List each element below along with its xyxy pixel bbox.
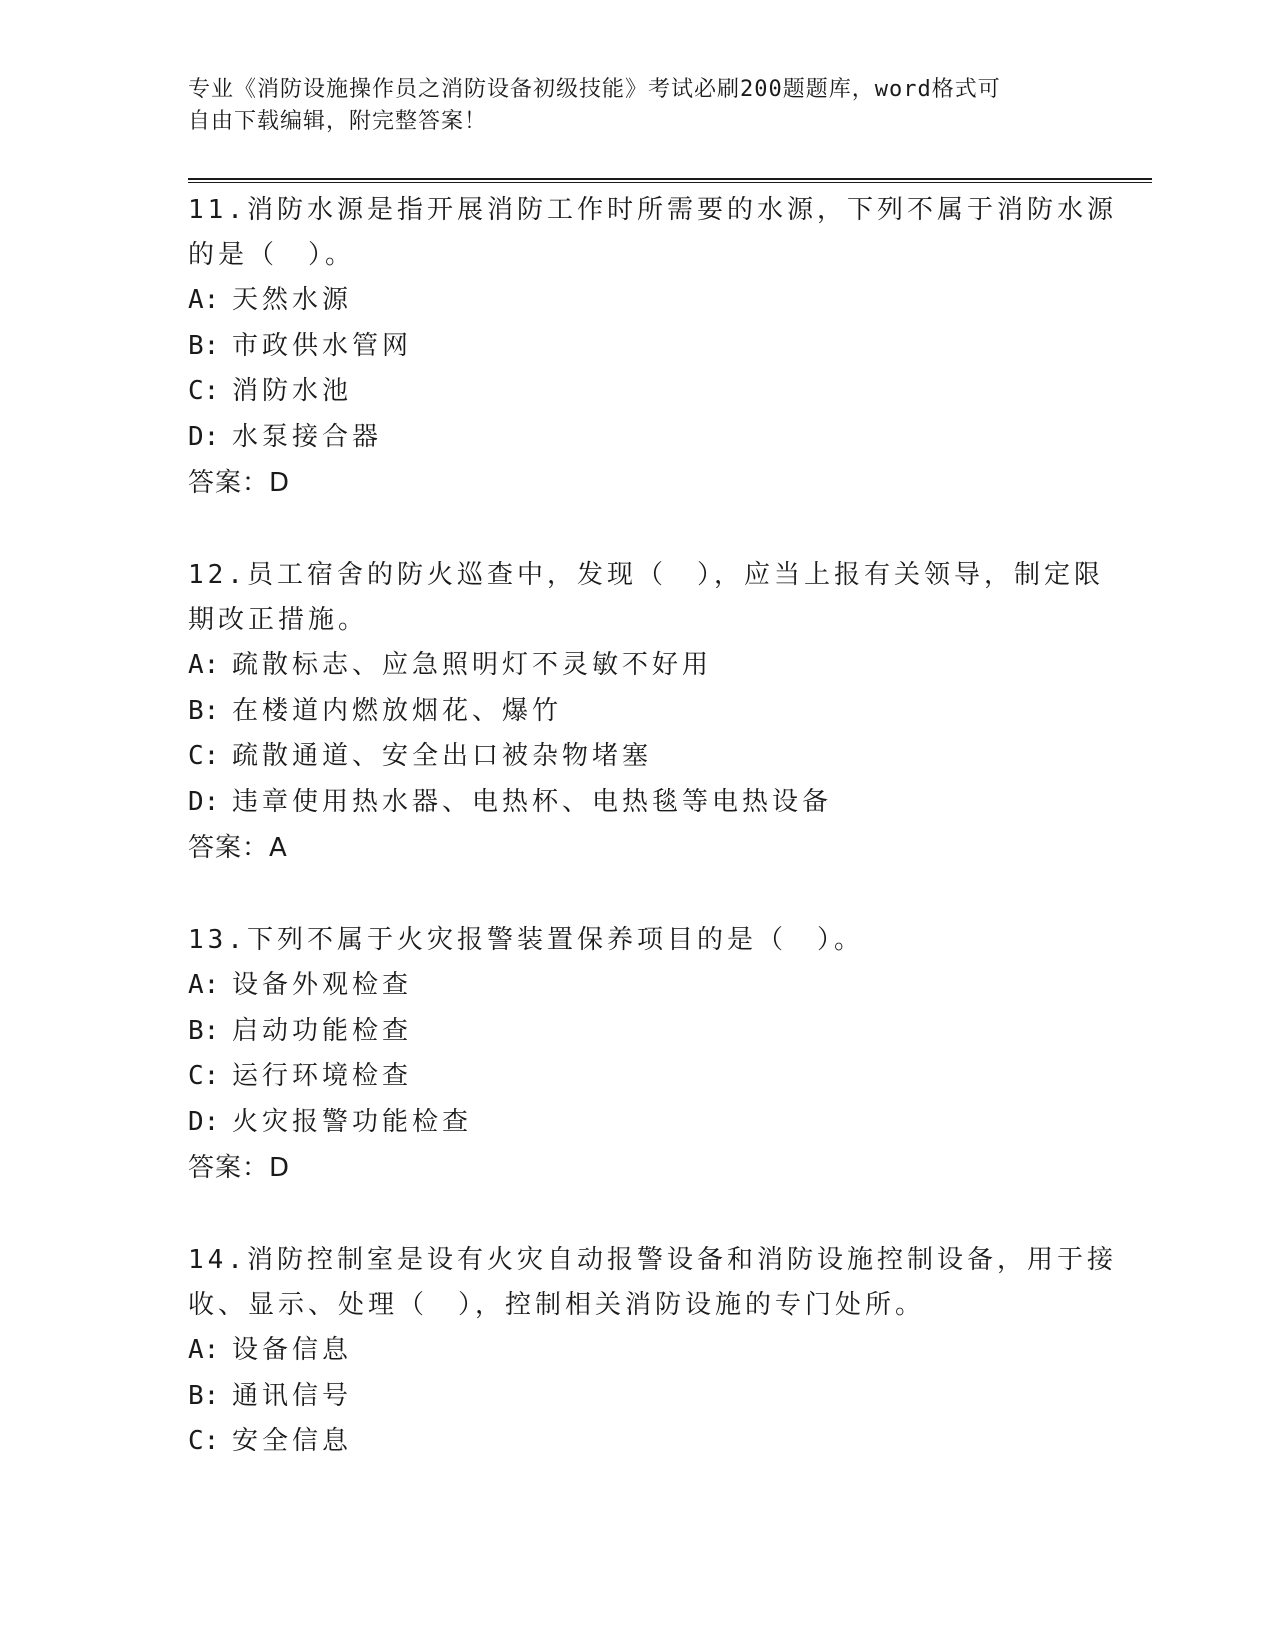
option-d [188,1100,1088,1146]
option-text: 消防水池 [232,376,353,406]
option-letter: B: [188,695,220,726]
spacer [188,871,1088,918]
option-letter: D: [188,786,220,817]
answer-line: 答案：D [188,1153,291,1183]
header-line-1: 专业《消防设施操作员之消防设备初级技能》考试必刷200题题库，word格式可 [188,77,1001,102]
question-text-line: 12.员工宿舍的防火巡查中，发现（ ），应当上报有关领导，制定限 [188,560,1104,590]
option-text: 天然水源 [232,285,353,315]
option-b [188,689,1088,735]
option-b [188,1009,1088,1055]
option-letter: C: [188,741,220,771]
question-text-line: 收、显示、处理（ ），控制相关消防设施的专门处所。 [188,1290,926,1320]
option-a [188,1328,1088,1374]
option-text: 疏散通道、安全出口被杂物堵塞 [232,741,653,771]
option-d [188,415,1088,461]
option-letter: C: [188,376,220,406]
question-block [188,188,1117,506]
option-text: 启动功能检查 [232,1015,413,1046]
question-list [188,188,1117,1465]
question-block [188,918,1088,1191]
option-a [188,963,1088,1009]
option-d [188,780,1088,826]
option-text: 疏散标志、应急照明灯不灵敏不好用 [232,650,713,680]
option-letter: D: [188,421,220,452]
answer-line: 答案：D [188,468,291,498]
option-c [188,1419,1088,1465]
option-text: 设备信息 [232,1335,353,1365]
option-text: 通讯信号 [232,1380,353,1411]
option-text: 在楼道内燃放烟花、爆竹 [232,695,563,726]
option-text: 违章使用热水器、电热杯、电热毯等电热设备 [232,786,833,817]
header-divider-bottom [188,182,1152,183]
question-text-line: 的是（ ）。 [188,240,356,270]
question-text-line: 14.消防控制室是设有火灾自动报警设备和消防设施控制设备，用于接 [188,1245,1117,1275]
option-text: 火灾报警功能检查 [232,1106,473,1137]
spacer [188,506,1088,553]
question-text-line: 11.消防水源是指开展消防工作时所需要的水源，下列不属于消防水源 [188,195,1117,225]
option-letter: D: [188,1106,220,1137]
header-line-2: 自由下载编辑，附完整答案！ [188,109,488,134]
option-letter: B: [188,1380,220,1411]
option-text: 安全信息 [232,1426,353,1456]
option-a [188,643,1088,689]
option-text: 市政供水管网 [232,330,413,361]
question-text-line: 13.下列不属于火灾报警装置保养项目的是（ ）。 [188,925,864,955]
question-block [188,1238,1117,1465]
option-letter: A: [188,285,220,315]
question-text-line: 期改正措施。 [188,605,369,635]
option-letter: C: [188,1061,220,1091]
option-letter: A: [188,1335,220,1365]
option-text: 运行环境检查 [232,1061,413,1091]
option-b [188,324,1088,370]
option-c [188,734,1088,780]
option-a [188,278,1088,324]
option-b [188,1374,1088,1420]
document-header [188,74,1068,138]
option-letter: B: [188,330,220,361]
header-divider-top [188,178,1152,180]
option-text: 设备外观检查 [232,970,413,1000]
option-text: 水泵接合器 [232,421,383,452]
option-letter: C: [188,1426,220,1456]
answer-line: 答案：A [188,833,288,863]
option-letter: B: [188,1015,220,1046]
option-letter: A: [188,650,220,680]
option-c [188,1054,1088,1100]
spacer [188,1191,1088,1238]
question-block [188,553,1104,871]
option-letter: A: [188,970,220,1000]
option-c [188,369,1088,415]
